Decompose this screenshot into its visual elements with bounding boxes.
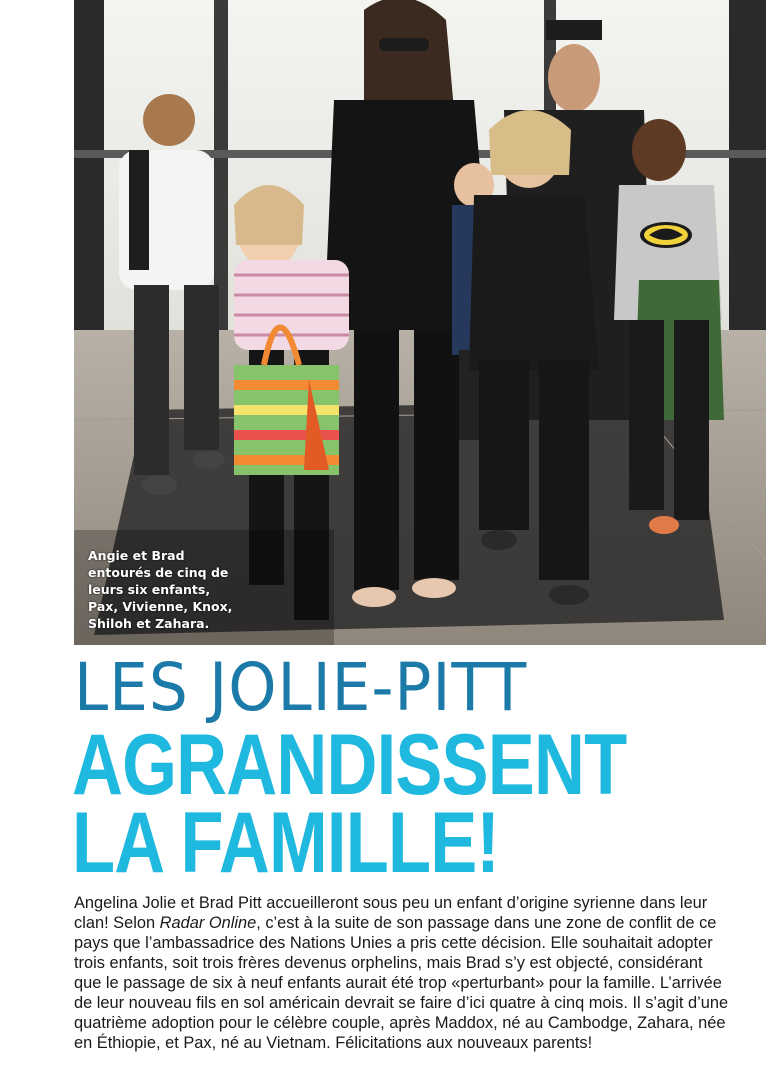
caption-line: Angie et Brad [88, 548, 185, 563]
article-line [74, 913, 774, 933]
source-name: Radar Online [159, 914, 257, 932]
caption-line: Shiloh et Zahara. [88, 616, 210, 631]
article-line: en Éthiopie, et Pax, né au Vietnam. Félicitations aux nouveaux parents! [74, 1034, 593, 1052]
article-text: clan! Selon [74, 914, 160, 932]
article-line: pays que l’ambassadrice des Nations Unies a pris cette décision. Elle souhaitait adopter [74, 934, 713, 952]
article-line: Angelina Jolie et Brad Pitt accueilleront sous peu un enfant d’origine syrienne dans leur [74, 894, 708, 912]
headline-main-line1: AGRANDISSENT [72, 717, 627, 813]
article-line: trois enfants, soit trois frères devenus orphelins, mais Brad s’y est objecté, considérant [74, 954, 703, 972]
caption-line: entourés de cinq de [88, 565, 229, 580]
article-text: , c’est à la suite de son passage dans une zone de conflit de ce [256, 914, 717, 932]
photo-caption [88, 547, 258, 632]
article-line: quatrième adoption pour le célèbre couple, après Maddox, né au Cambodge, Zahara, née [74, 1014, 726, 1032]
article-line: de leur nouveau fils en sol américain devrait se faire d’ici quatre à cinq mois. Il s’agit d’une [74, 994, 729, 1012]
article-body [74, 893, 774, 1053]
caption-line: leurs six enfants, [88, 582, 211, 597]
article-line: que le passage de six à neuf enfants aurait été trop «perturbant» pour la famille. L’arrivée [74, 974, 722, 992]
headline-kicker: LES JOLIE-PITT [74, 649, 528, 726]
headline-main-line2: LA FAMILLE! [72, 795, 500, 891]
caption-line: Pax, Vivienne, Knox, [88, 599, 233, 614]
